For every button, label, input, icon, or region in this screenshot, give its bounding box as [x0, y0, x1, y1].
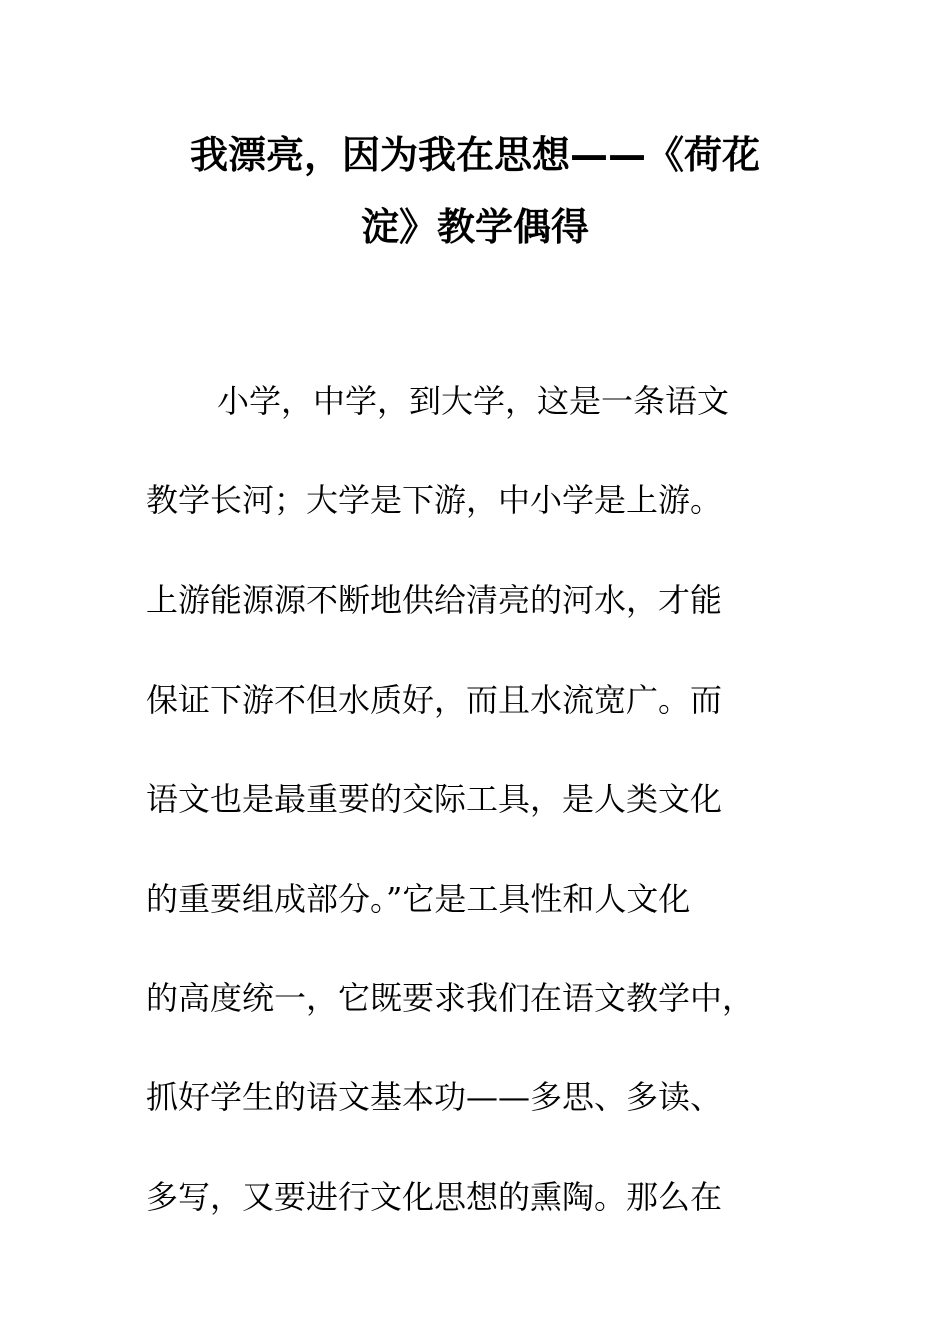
document-title-line-2: 淀》教学偶得 — [360, 205, 589, 249]
paragraph-line-9: 多写，又要进行文化思想的熏陶。那么在 — [146, 1178, 723, 1216]
paragraph-line-8: 抓好学生的语文基本功——多思、多读、 — [146, 1078, 723, 1116]
paragraph-line-5: 语文也是最重要的交际工具，是人类文化 — [146, 780, 723, 818]
document-title-line-1: 我漂亮，因为我在思想——《荷花 — [189, 133, 760, 177]
paragraph-line-7: 的高度统一，它既要求我们在语文教学中， — [146, 979, 755, 1017]
paragraph-line-1: 小学，中学，到大学，这是一条语文 — [217, 382, 730, 420]
paragraph-line-3: 上游能源源不断地供给清亮的河水，才能 — [146, 581, 723, 619]
paragraph-line-4: 保证下游不但水质好，而且水流宽广。而 — [146, 681, 723, 719]
paragraph-line-6: 的重要组成部分。”它是工具性和人文化 — [146, 880, 691, 918]
paragraph-line-2: 教学长河；大学是下游，中小学是上游。 — [146, 481, 723, 519]
